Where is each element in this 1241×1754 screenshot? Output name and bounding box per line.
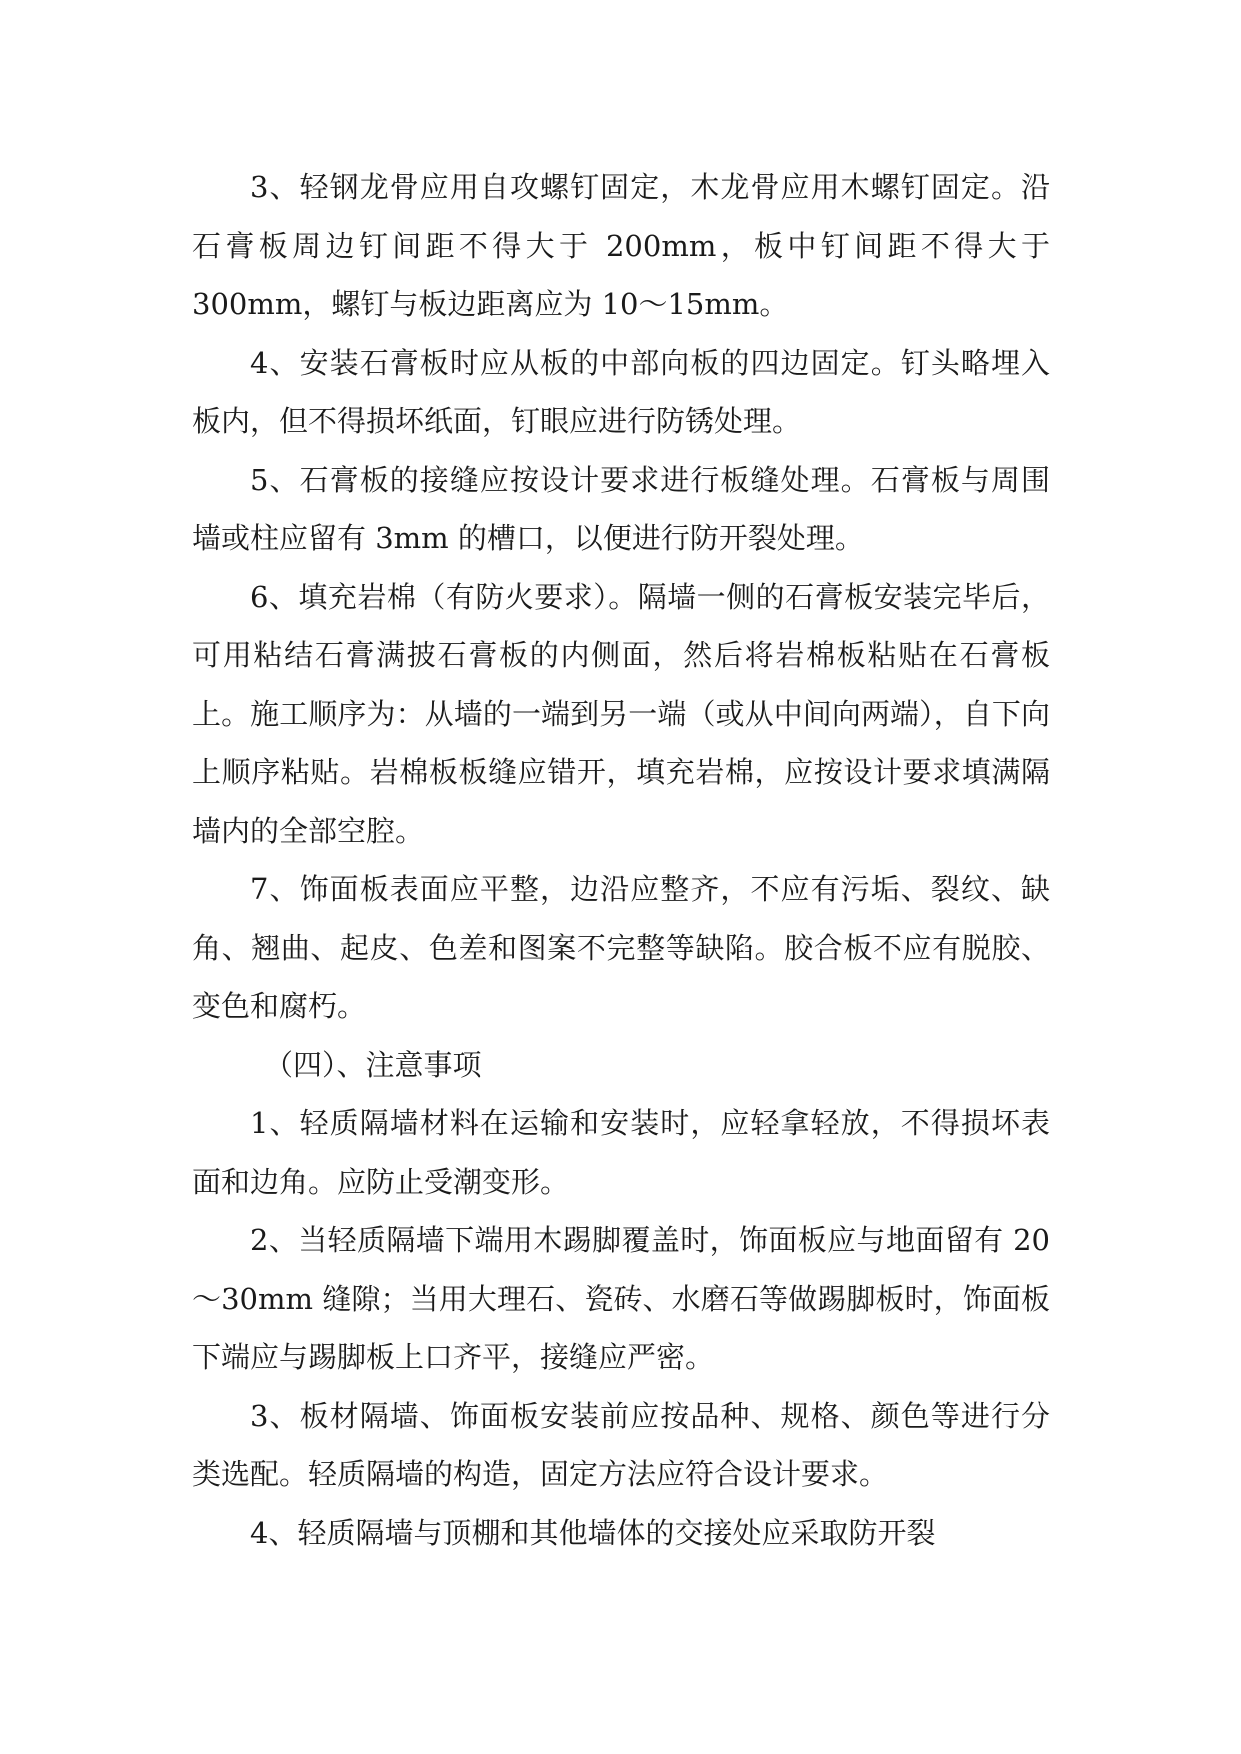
- paragraph-item-7: 7、饰面板表面应平整，边沿应整齐，不应有污垢、裂纹、缺角、翘曲、起皮、色差和图案不完整等缺陷。胶合板不应有脱胶、变色和腐朽。: [192, 872, 1050, 1023]
- paragraph-item-6: 6、填充岩棉（有防火要求）。隔墙一侧的石膏板安装完毕后，可用粘结石膏满披石膏板的内侧面，然后将岩棉板粘贴在石膏板上。施工顺序为：从墙的一端到另一端（或从中间向两端），自下向上顺序粘贴。岩棉板板缝应错开，填充岩棉，应按设计要求填满隔墙内的全部空腔。: [192, 579, 1050, 848]
- document-body: [192, 158, 1050, 1562]
- section-heading: （四）、注意事项: [264, 1047, 482, 1082]
- paragraph-item-4: 4、安装石膏板时应从板的中部向板的四边固定。钉头略埋入板内，但不得损坏纸面，钉眼应进行防锈处理。: [192, 345, 1050, 438]
- note-item-1: 1、轻质隔墙材料在运输和安装时，应轻拿轻放，不得损坏表面和边角。应防止受潮变形。: [192, 1106, 1050, 1199]
- note-item-2: 2、当轻质隔墙下端用木踢脚覆盖时，饰面板应与地面留有 20～30mm 缝隙；当用大理石、瓷砖、水磨石等做踢脚板时，饰面板下端应与踢脚板上口齐平，接缝应严密。: [192, 1223, 1050, 1374]
- note-item-3: 3、板材隔墙、饰面板安装前应按品种、规格、颜色等进行分类选配。轻质隔墙的构造，固定方法应符合设计要求。: [192, 1398, 1050, 1491]
- paragraph-item-5: 5、石膏板的接缝应按设计要求进行板缝处理。石膏板与周围墙或柱应留有 3mm 的槽口，以便进行防开裂处理。: [192, 462, 1050, 555]
- paragraph-item-3: 3、轻钢龙骨应用自攻螺钉固定，木龙骨应用木螺钉固定。沿石膏板周边钉间距不得大于 200mm，板中钉间距不得大于 300mm，螺钉与板边距离应为 10～15mm。: [192, 170, 1050, 321]
- note-item-4: 4、轻质隔墙与顶棚和其他墙体的交接处应采取防开裂: [250, 1515, 936, 1550]
